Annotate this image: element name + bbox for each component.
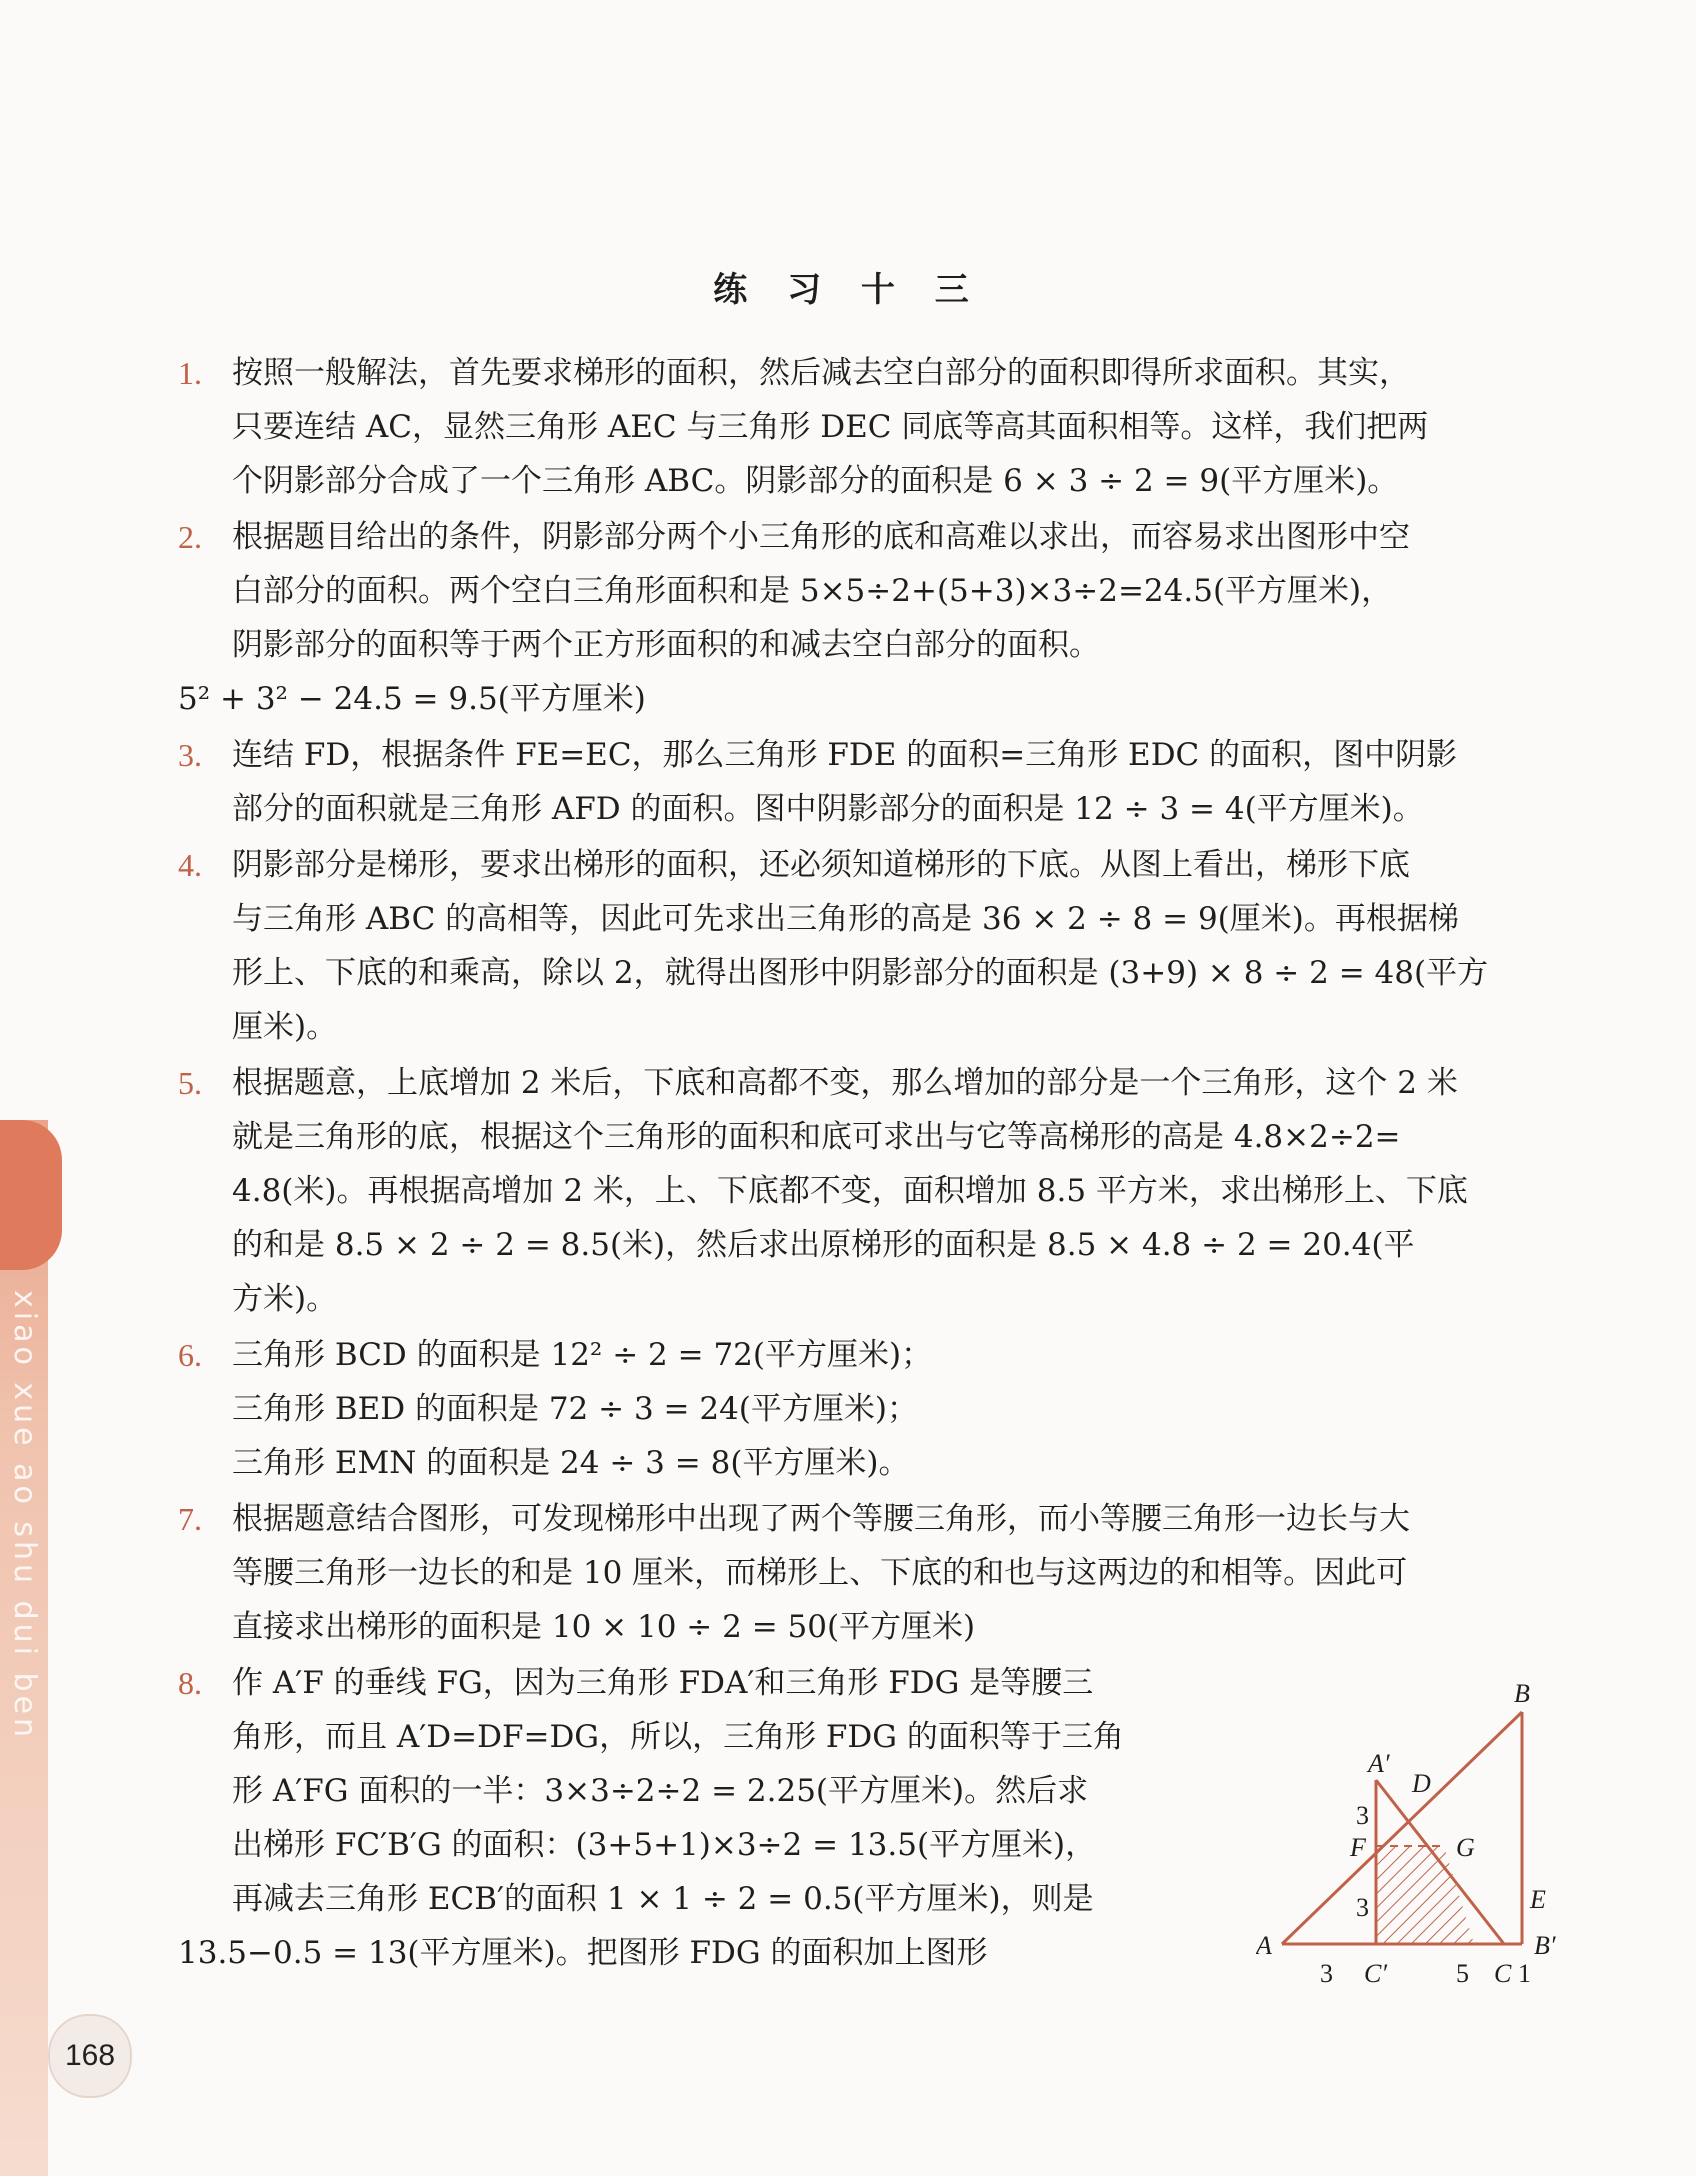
text-line: 5² + 3² − 24.5 = 9.5(平方厘米): [178, 681, 646, 717]
item-number: 6.: [178, 1337, 202, 1373]
text-line: 三角形 EMN 的面积是 24 ÷ 3 = 8(平方厘米)。: [232, 1445, 910, 1481]
text-line: 三角形 BCD 的面积是 12² ÷ 2 = 72(平方厘米)；: [232, 1337, 933, 1373]
label-F: F: [1350, 1833, 1366, 1862]
label-E: E: [1530, 1885, 1546, 1914]
list-item: [178, 510, 1608, 726]
label-1-base: 1: [1518, 1959, 1531, 1988]
text-line: 与三角形 ABC 的高相等，因此可先求出三角形的高是 36 × 2 ÷ 8 = 9(厘米)。再根据梯: [232, 901, 1459, 937]
list-item: [178, 728, 1608, 836]
text-line: 方米)。: [232, 1281, 338, 1317]
label-C-prime: C′: [1364, 1959, 1388, 1988]
side-tab: [0, 1120, 62, 1270]
text-line: 就是三角形的底，根据这个三角形的面积和底可求出与它等高梯形的高是 4.8×2÷2=: [232, 1119, 1401, 1155]
side-text: xiao xue ao shu dui ben: [7, 1290, 42, 1742]
label-3-upper: 3: [1356, 1801, 1369, 1830]
label-3-base: 3: [1320, 1959, 1333, 1988]
text-line: 部分的面积就是三角形 AFD 的面积。图中阴影部分的面积是 12 ÷ 3 = 4(平方厘米)。: [232, 791, 1424, 827]
text-line: 连结 FD，根据条件 FE=EC，那么三角形 FDE 的面积=三角形 EDC 的面积，图中阴影: [232, 737, 1458, 773]
text-line: 4.8(米)。再根据高增加 2 米，上、下底都不变，面积增加 8.5 平方米，求出梯形上、下底: [232, 1173, 1468, 1209]
label-5-base: 5: [1456, 1959, 1469, 1988]
item-number: 7.: [178, 1501, 202, 1537]
text-line: 白部分的面积。两个空白三角形面积和是 5×5÷2+(5+3)×3÷2=24.5(平方厘米)，: [232, 573, 1393, 609]
text-line: 的和是 8.5 × 2 ÷ 2 = 8.5(米)，然后求出原梯形的面积是 8.5 × 4.8 ÷ 2 = 20.4(平: [232, 1227, 1415, 1263]
text-line: 阴影部分的面积等于两个正方形面积的和减去空白部分的面积。: [232, 627, 1100, 663]
text-line: 角形，而且 A′D=DF=DG，所以，三角形 FDG 的面积等于三角: [232, 1719, 1124, 1755]
item-number: 8.: [178, 1665, 202, 1701]
page-number: 168: [48, 2014, 132, 2098]
geometry-figure: [1256, 1660, 1616, 2000]
label-B-prime: B′: [1534, 1931, 1556, 1960]
text-line: 形 A′FG 面积的一半：3×3÷2÷2 = 2.25(平方厘米)。然后求: [232, 1773, 1089, 1809]
item-number: 2.: [178, 519, 202, 555]
text-line: 厘米)。: [232, 1009, 338, 1045]
label-3-lower: 3: [1356, 1893, 1369, 1922]
text-line: 再减去三角形 ECB′的面积 1 × 1 ÷ 2 = 0.5(平方厘米)，则是: [232, 1881, 1094, 1917]
text-line: 阴影部分是梯形，要求出梯形的面积，还必须知道梯形的下底。从图上看出，梯形下底: [232, 847, 1410, 883]
text-line: 作 A′F 的垂线 FG，因为三角形 FDA′和三角形 FDG 是等腰三: [232, 1665, 1094, 1701]
page-title: 练 习 十 三: [713, 270, 983, 310]
text-line: 根据题意，上底增加 2 米后，下底和高都不变，那么增加的部分是一个三角形，这个 2 米: [232, 1065, 1458, 1101]
text-line: 根据题意结合图形，可发现梯形中出现了两个等腰三角形，而小等腰三角形一边长与大: [232, 1501, 1410, 1537]
list-item: [178, 838, 1608, 1054]
item-number: 5.: [178, 1065, 202, 1101]
text-line: 直接求出梯形的面积是 10 × 10 ÷ 2 = 50(平方厘米): [232, 1609, 976, 1645]
text-line: 只要连结 AC，显然三角形 AEC 与三角形 DEC 同底等高其面积相等。这样，我们把两: [232, 409, 1429, 445]
text-line: 等腰三角形一边长的和是 10 厘米，而梯形上、下底的和也与这两边的和相等。因此可: [232, 1555, 1408, 1591]
item-number: 1.: [178, 355, 202, 391]
text-line: 根据题目给出的条件，阴影部分两个小三角形的底和高难以求出，而容易求出图形中空: [232, 519, 1410, 555]
text-line: 出梯形 FC′B′G 的面积：(3+5+1)×3÷2 = 13.5(平方厘米)，: [232, 1827, 1097, 1863]
text-line: 个阴影部分合成了一个三角形 ABC。阴影部分的面积是 6 × 3 ÷ 2 = 9(平方厘米)。: [232, 463, 1399, 499]
text-line: 13.5−0.5 = 13(平方厘米)。把图形 FDG 的面积加上图形: [178, 1935, 988, 1971]
text-line: 形上、下底的和乘高，除以 2，就得出图形中阴影部分的面积是 (3+9) × 8 ÷ 2 = 48(平方: [232, 955, 1489, 991]
list-item: [178, 346, 1608, 508]
label-D: D: [1412, 1769, 1431, 1798]
label-A: A: [1256, 1931, 1272, 1960]
text-line: 三角形 BED 的面积是 72 ÷ 3 = 24(平方厘米)；: [232, 1391, 918, 1427]
label-C: C: [1494, 1959, 1512, 1988]
list-item: [178, 1328, 1608, 1490]
list-item: [178, 1492, 1608, 1654]
label-A-prime: A′: [1368, 1749, 1390, 1778]
item-number: 4.: [178, 847, 202, 883]
list-item: [178, 1056, 1608, 1326]
item-number: 3.: [178, 737, 202, 773]
text-line: 按照一般解法，首先要求梯形的面积，然后减去空白部分的面积即得所求面积。其实，: [232, 355, 1410, 391]
label-G: G: [1456, 1833, 1475, 1862]
label-B: B: [1514, 1679, 1530, 1708]
